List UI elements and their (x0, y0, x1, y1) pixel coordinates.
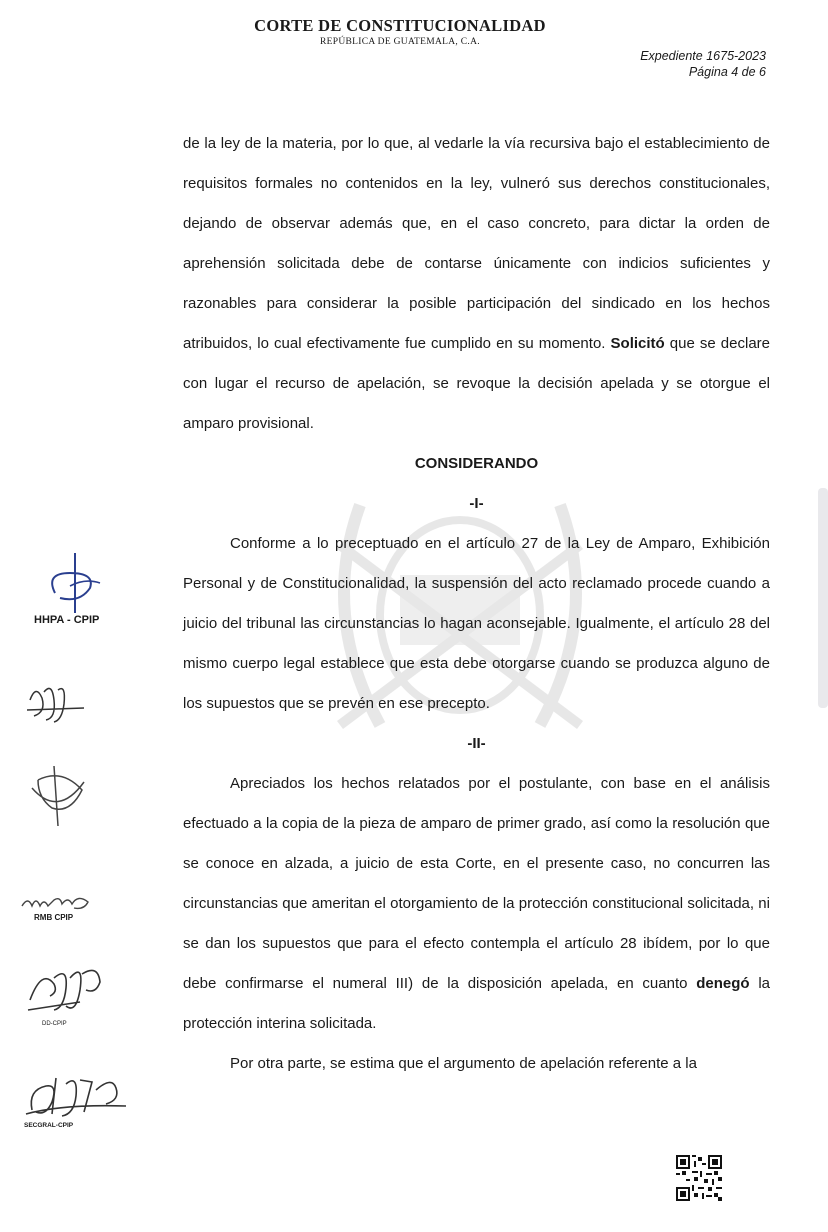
signature-6 (22, 1068, 134, 1128)
signature-5 (24, 960, 110, 1020)
bold-denego: denegó (696, 975, 750, 992)
expediente-number: Expediente 1675-2023 (640, 49, 766, 63)
bold-solicito: Solicitó (610, 335, 665, 352)
signature-4 (18, 892, 92, 914)
document-body (183, 124, 770, 1084)
scrollbar[interactable] (818, 488, 828, 708)
considerando-heading: CONSIDERANDO (414, 455, 539, 472)
paragraph-3: Apreciados los hechos relatados por el postulante, con base en el análisis efectuado a la copia de la pieza de amparo de primer grado, así como la resolución que se conoce en alzada, a juicio de esta Corte, en el presente caso, no concurren las circunstancias que ameritan el otorgamiento de la protección constitucional solicitada, ni se dan los supuestos que para el efecto contempla el artículo 28 ibídem, por lo que debe confirmarse el numeral III) de la disposición apelada, en cuanto denegó la protección interina solicitada. (183, 775, 771, 1032)
qr-code-icon (676, 1155, 722, 1201)
signature-2 (22, 680, 88, 730)
section-heading-1: -I- (469, 495, 484, 512)
signature-1 (40, 548, 110, 618)
signature-4-label: RMB CPIP (34, 913, 74, 922)
case-reference (640, 48, 766, 80)
paragraph-4: Por otra parte, se estima que el argumento de apelación referente a la (230, 1055, 697, 1072)
court-name: CORTE DE CONSTITUCIONALIDAD (254, 16, 546, 35)
republic-name: REPÚBLICA DE GUATEMALA, C.A. (320, 37, 480, 47)
signature-1-label: HHPA - CPIP (34, 614, 100, 626)
signature-5-label: DD-CPIP (42, 1021, 67, 1027)
page-number: Página 4 de 6 (688, 65, 766, 79)
signature-3 (24, 758, 94, 830)
section-heading-2: -II- (467, 735, 486, 752)
paragraph-1: de la ley de la materia, por lo que, al vedarle la vía recursiva bajo el establecimiento de requisitos formales no contenidos en la ley, vulneró sus derechos constitucionales, dejando de observar además que, en el caso concreto, para dictar la orden de aprehensión solicitada debe de contarse únicamente con indicios suficientes y razonables para considerar la posible participación del sindicado en los hechos atribuidos, lo cual efectivamente fue cumplido en su momento. Solicitó que se declare con lugar el recurso de apelación, se revoque la decisión apelada y se otorgue el amparo provisional. (183, 135, 771, 432)
signature-6-label: SECGRAL-CPIP (24, 1122, 74, 1129)
document-header (0, 16, 800, 47)
paragraph-2: Conforme a lo preceptuado en el artículo 27 de la Ley de Amparo, Exhibición Personal y de Constitucionalidad, la suspensión del acto reclamado procede cuando a juicio del tribunal las circunstancias lo hagan aconsejable. Igualmente, el artículo 28 del mismo cuerpo legal establece que esta debe otorgarse cuando se produzca alguno de los supuestos que se prevén en ese precepto. (183, 535, 770, 712)
